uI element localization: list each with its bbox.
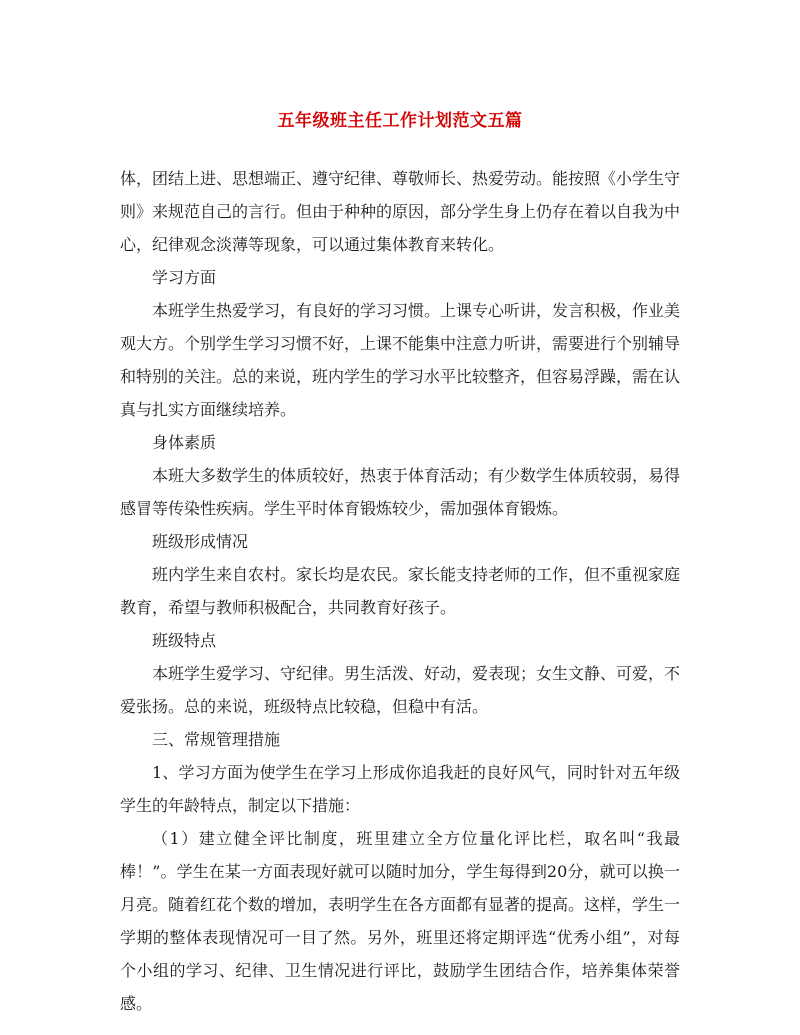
heading-physical: 身体素质 <box>152 433 217 452</box>
paragraph-class-features: 本班学生爱学习、守纪律。男生活泼、好动，爱表现；女生文静、可爱，不爱张扬。总的来说，班级特点比较稳，但稳中有活。 <box>120 664 681 716</box>
paragraph-management-1-1: （1）建立健全评比制度，班里建立全方位量化评比栏，取名叫“我最棒！”。学生在某一方面表现好就可以随时加分，学生每得到20分，就可以换一月亮。随着红花个数的增加，表明学生在各方面都有显著的提高。这样，学生一学期的整体表现情况可一目了然。另外，班里还将定期评选“优秀小组”，对每个小组的学习、纪律、卫生情况进行评比，鼓励学生团结合作，培养集体荣誉感。 <box>120 829 681 1013</box>
heading-management: 三、常规管理措施 <box>152 730 281 749</box>
document-title: 五年级班主任工作计划范文五篇 <box>277 111 523 131</box>
paragraph-study: 本班学生热爱学习，有良好的学习习惯。上课专心听讲，发言积极，作业美观大方。个别学生学习习惯不好，上课不能集中注意力听讲，需要进行个别辅导和特别的关注。总的来说，班内学生的学习水平比较整齐，但容易浮躁，需在认真与扎实方面继续培养。 <box>120 301 681 419</box>
heading-study: 学习方面 <box>152 268 217 287</box>
document-body <box>120 162 680 1020</box>
heading-class-features: 班级特点 <box>152 631 217 650</box>
paragraph-class-formation: 班内学生来自农村。家长均是农民。家长能支持老师的工作，但不重视家庭教育，希望与教师积极配合，共同教育好孩子。 <box>120 565 681 617</box>
paragraph-continuation: 体，团结上进、思想端正、遵守纪律、尊敬师长、热爱劳动。能按照《小学生守则》来规范自己的言行。但由于种种的原因，部分学生身上仍存在着以自我为中心，纪律观念淡薄等现象，可以通过集体教育来转化。 <box>120 169 681 254</box>
paragraph-management-1: 1、学习方面为使学生在学习上形成你追我赶的良好风气，同时针对五年级学生的年龄特点，制定以下措施： <box>120 763 680 815</box>
heading-class-formation: 班级形成情况 <box>152 532 249 551</box>
paragraph-physical: 本班大多数学生的体质较好，热衷于体育活动；有少数学生体质较弱，易得感冒等传染性疾病。学生平时体育锻炼较少，需加强体育锻炼。 <box>120 466 681 518</box>
